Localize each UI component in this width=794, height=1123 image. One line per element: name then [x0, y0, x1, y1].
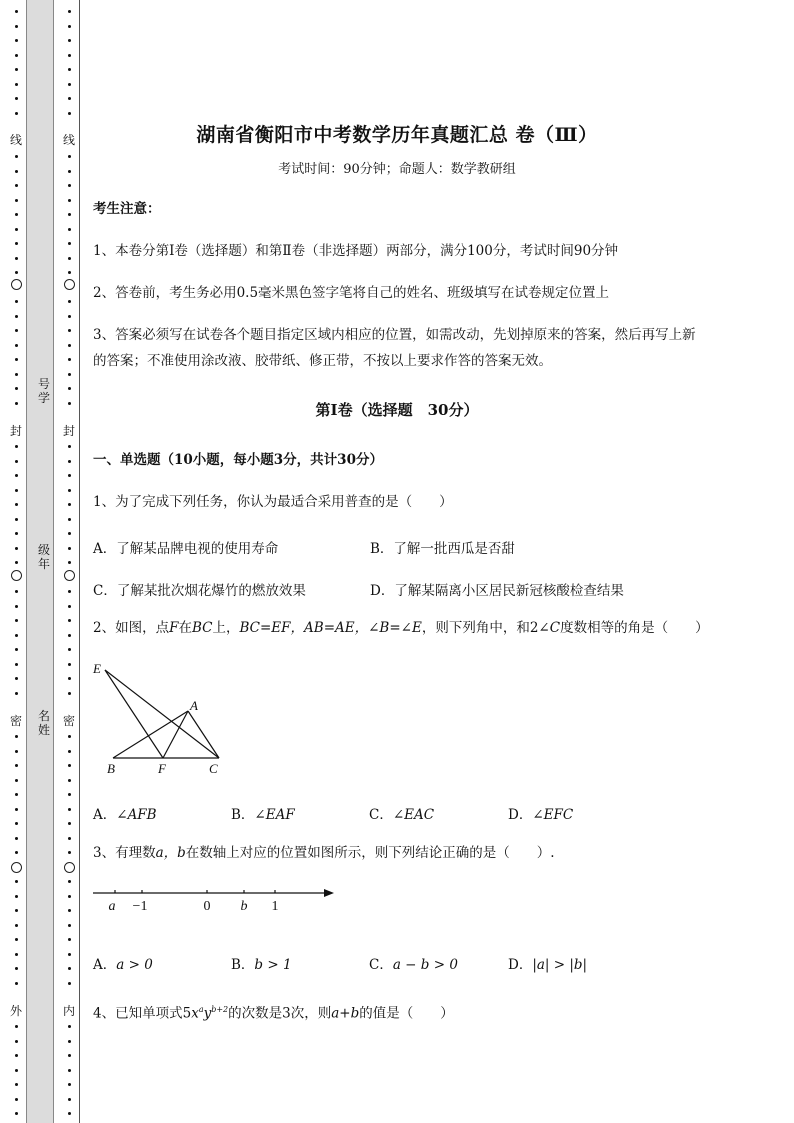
- field-student-number: 号学: [38, 377, 51, 405]
- binding-dot: [15, 329, 18, 332]
- binding-dot: [15, 605, 18, 608]
- binding-dot: [68, 793, 71, 796]
- binding-ring: [11, 279, 22, 290]
- binding-dot: [68, 953, 71, 956]
- binding-dot: [15, 764, 18, 767]
- binding-dot: [15, 199, 18, 202]
- binding-dot: [15, 10, 18, 13]
- notice-item: 3、答案必须写在试卷各个题目指定区域内相应的位置，如需改动，先划掉原来的答案，然后再写上新: [93, 327, 696, 343]
- binding-ring: [64, 279, 75, 290]
- binding-inner-label-feng: 封: [63, 424, 76, 438]
- binding-dot: [68, 1098, 71, 1101]
- binding-dot: [15, 547, 18, 550]
- binding-dot: [68, 895, 71, 898]
- segment-ac: [188, 711, 219, 758]
- binding-dot: [15, 460, 18, 463]
- q2-stem-suffix: ，则下列角中，和2∠: [421, 620, 550, 636]
- binding-dot: [15, 590, 18, 593]
- binding-dot: [68, 1054, 71, 1057]
- q3-stem-suffix: 在数轴上对应的位置如图所示，则下列结论正确的是（ ）.: [185, 845, 555, 861]
- q1-option-a: A．了解某品牌电视的使用寿命: [93, 541, 279, 557]
- q2-angle-c: C: [549, 620, 561, 636]
- q3-option-b: B．b > 1: [231, 957, 292, 973]
- binding-dot: [15, 924, 18, 927]
- section-heading: 一、单选题（10小题，每小题3分，共计30分）: [93, 452, 383, 468]
- q2-stem-prefix: 2、如图，点: [93, 620, 170, 636]
- binding-dot: [15, 54, 18, 57]
- binding-dot: [68, 460, 71, 463]
- binding-dot: [15, 474, 18, 477]
- binding-dot: [68, 54, 71, 57]
- binding-dot: [15, 967, 18, 970]
- q4-stem: [93, 997, 454, 1027]
- binding-dot: [68, 982, 71, 985]
- label-f: F: [158, 761, 166, 776]
- q4-stem-mid: 的次数是3次，则: [228, 1005, 332, 1022]
- binding-dot: [68, 112, 71, 115]
- binding-dot: [15, 619, 18, 622]
- binding-outer-label-xian: 线: [10, 133, 23, 147]
- binding-dot: [68, 387, 71, 390]
- binding-dot: [68, 257, 71, 260]
- axis-label-b: b: [240, 899, 248, 914]
- binding-dot: [68, 735, 71, 738]
- binding-dot: [68, 750, 71, 753]
- q1-option-b: B．了解一批西瓜是否甜: [370, 541, 515, 557]
- q4-exp-a: a: [198, 1005, 204, 1014]
- binding-dot: [15, 300, 18, 303]
- binding-dot: [68, 300, 71, 303]
- q2-option-b: B．∠EAF: [231, 807, 295, 823]
- binding-dot: [68, 967, 71, 970]
- binding-dot: [15, 880, 18, 883]
- binding-ring: [11, 570, 22, 581]
- q4-stem-end: 的值是（ ）: [359, 1005, 454, 1022]
- binding-dot: [15, 315, 18, 318]
- binding-dot: [15, 793, 18, 796]
- binding-dot: [15, 228, 18, 231]
- binding-dot: [68, 605, 71, 608]
- binding-dot: [15, 39, 18, 42]
- axis-label-zero: 0: [203, 899, 211, 914]
- binding-dot: [15, 561, 18, 564]
- binding-dot: [68, 474, 71, 477]
- binding-dot: [15, 503, 18, 506]
- binding-dot: [68, 663, 71, 666]
- page-title: 湖南省衡阳市中考数学历年真题汇总 卷（Ⅲ）: [196, 124, 598, 146]
- part-title: 第I卷（选择题 30分）: [315, 401, 479, 419]
- binding-dot: [68, 184, 71, 187]
- binding-dot: [15, 779, 18, 782]
- binding-dot: [15, 112, 18, 115]
- binding-dot: [68, 228, 71, 231]
- binding-dot: [15, 982, 18, 985]
- binding-dot: [68, 1069, 71, 1072]
- binding-dot: [68, 590, 71, 593]
- binding-dot: [15, 532, 18, 535]
- q3-variables: a，b: [155, 845, 186, 861]
- binding-outer-label-mi: 密: [10, 714, 23, 728]
- page-subtitle: 考试时间：90分钟；命题人：数学教研组: [278, 162, 516, 177]
- binding-dot: [68, 924, 71, 927]
- binding-dot: [68, 445, 71, 448]
- binding-dot: [68, 677, 71, 680]
- binding-dot: [15, 677, 18, 680]
- label-c: C: [209, 761, 218, 776]
- binding-ring: [64, 570, 75, 581]
- binding-dot: [68, 344, 71, 347]
- binding-dot: [15, 184, 18, 187]
- binding-dot: [68, 242, 71, 245]
- q1-option-d: D．了解某隔离小区居民新冠核酸检查结果: [370, 583, 624, 599]
- binding-dot: [68, 648, 71, 651]
- q3-option-d: D．|a| > |b|: [508, 957, 588, 973]
- label-a: A: [190, 698, 198, 713]
- binding-dot: [68, 83, 71, 86]
- q2-point-f: F: [169, 620, 179, 636]
- binding-dot: [15, 648, 18, 651]
- binding-dot: [68, 503, 71, 506]
- binding-dot: [15, 1069, 18, 1072]
- binding-dot: [68, 213, 71, 216]
- segment-ec: [105, 670, 219, 758]
- binding-dot: [15, 1098, 18, 1101]
- binding-dot: [15, 242, 18, 245]
- binding-dot: [15, 895, 18, 898]
- binding-dot: [68, 1112, 71, 1115]
- binding-dot: [68, 822, 71, 825]
- binding-dot: [15, 938, 18, 941]
- binding-ring: [64, 862, 75, 873]
- binding-dot: [15, 213, 18, 216]
- q1-option-c: C．了解某批次烟花爆竹的燃放效果: [93, 583, 306, 599]
- axis-label-neg1: −1: [132, 899, 148, 914]
- q1-stem: 1、为了完成下列任务，你认为最适合采用普查的是（ ）: [93, 494, 453, 510]
- binding-dot: [15, 750, 18, 753]
- q4-var-y: y: [203, 1005, 212, 1022]
- q2-option-a: A．∠AFB: [93, 807, 157, 823]
- q2-stem-end: 度数相等的角是（ ）: [560, 620, 709, 636]
- binding-dot: [68, 851, 71, 854]
- binding-dot: [15, 1025, 18, 1028]
- binding-dot: [15, 1040, 18, 1043]
- binding-dot: [15, 851, 18, 854]
- binding-outer-label-wai: 外: [10, 1004, 23, 1018]
- binding-dot: [15, 808, 18, 811]
- binding-dot: [15, 1054, 18, 1057]
- q2-stem-on: 在: [178, 620, 192, 636]
- notice-heading: 考生注意：: [93, 201, 161, 217]
- binding-dot: [68, 97, 71, 100]
- binding-dot: [15, 663, 18, 666]
- binding-dot: [68, 373, 71, 376]
- binding-dot: [68, 489, 71, 492]
- q4-exp-b2: b+2: [211, 1005, 229, 1014]
- notice-item: 2、答卷前，考生务必用0.5毫米黑色签字笔将自己的姓名、班级填写在试卷规定位置上: [93, 285, 610, 301]
- binding-dot: [68, 561, 71, 564]
- binding-ring: [11, 862, 22, 873]
- binding-dot: [15, 909, 18, 912]
- q3-option-c: C．a − b > 0: [369, 957, 458, 973]
- segment-ba: [113, 711, 188, 758]
- binding-dot: [68, 938, 71, 941]
- q2-stem-on2: 上，: [212, 620, 240, 636]
- binding-dot: [68, 634, 71, 637]
- q2-option-d: D．∠EFC: [508, 807, 574, 823]
- q3-option-a: A．a > 0: [93, 957, 153, 973]
- binding-dot: [15, 97, 18, 100]
- binding-dot: [15, 953, 18, 956]
- q2-conditions: BC=EF，AB=AE，∠B=∠E: [239, 620, 422, 636]
- notice-item-continued: 的答案；不准使用涂改液、胶带纸、修正带，不按以上要求作答的答案无效。: [93, 353, 552, 369]
- binding-inner-label-xian: 线: [63, 133, 76, 147]
- field-grade: 级年: [38, 543, 51, 571]
- binding-dot: [68, 315, 71, 318]
- axis-label-one: 1: [271, 899, 279, 914]
- binding-inner-label-mi: 密: [63, 714, 76, 728]
- binding-dot: [15, 692, 18, 695]
- binding-dot: [15, 735, 18, 738]
- label-b: B: [107, 761, 115, 776]
- binding-dot: [15, 634, 18, 637]
- q2-option-c: C．∠EAC: [369, 807, 435, 823]
- notice-item: 1、本卷分第I卷（选择题）和第Ⅱ卷（非选择题）两部分，满分100分，考试时间90分钟: [93, 243, 619, 259]
- binding-dot: [68, 518, 71, 521]
- axis-arrow-icon: [324, 889, 334, 897]
- binding-dot: [68, 68, 71, 71]
- binding-dot: [68, 837, 71, 840]
- binding-dot: [68, 880, 71, 883]
- axis-label-a: a: [108, 899, 116, 914]
- binding-dot: [68, 25, 71, 28]
- binding-dot: [15, 1083, 18, 1086]
- binding-outer-label-feng: 封: [10, 424, 23, 438]
- binding-dot: [68, 358, 71, 361]
- binding-dot: [15, 271, 18, 274]
- q4-stem-prefix: 4、已知单项式5: [93, 1005, 192, 1022]
- q3-number-line: [88, 880, 343, 916]
- q2-triangle-figure: [85, 655, 235, 780]
- binding-dot: [68, 779, 71, 782]
- q4-sum: a+b: [331, 1005, 360, 1022]
- binding-dot: [15, 445, 18, 448]
- binding-dot: [68, 808, 71, 811]
- binding-dot: [68, 1040, 71, 1043]
- q3-stem-prefix: 3、有理数: [93, 845, 156, 861]
- binding-dot: [15, 1112, 18, 1115]
- binding-dot: [68, 271, 71, 274]
- binding-dot: [15, 387, 18, 390]
- binding-dot: [15, 837, 18, 840]
- q2-stem: [93, 615, 709, 641]
- q4-var-x: x: [191, 1005, 199, 1022]
- binding-dot: [68, 532, 71, 535]
- binding-dot: [68, 692, 71, 695]
- binding-dot: [15, 68, 18, 71]
- binding-dot: [68, 764, 71, 767]
- binding-dot: [68, 10, 71, 13]
- binding-dot: [68, 1025, 71, 1028]
- binding-inner-label-nei: 内: [63, 1004, 76, 1018]
- binding-dot: [15, 373, 18, 376]
- binding-dot: [68, 909, 71, 912]
- binding-dot: [15, 358, 18, 361]
- binding-dot: [68, 39, 71, 42]
- label-e: E: [93, 661, 101, 676]
- binding-dot: [15, 83, 18, 86]
- binding-dot: [68, 199, 71, 202]
- q2-segment-bc: BC: [191, 620, 213, 636]
- binding-dot: [15, 822, 18, 825]
- binding-dot: [15, 344, 18, 347]
- q3-stem: [93, 840, 555, 866]
- binding-dot: [68, 619, 71, 622]
- binding-dot: [15, 489, 18, 492]
- binding-dot: [68, 329, 71, 332]
- binding-dot: [68, 547, 71, 550]
- binding-dot: [15, 518, 18, 521]
- field-name: 名姓: [38, 709, 51, 737]
- binding-dot: [15, 25, 18, 28]
- binding-dot: [15, 257, 18, 260]
- binding-dot: [68, 1083, 71, 1086]
